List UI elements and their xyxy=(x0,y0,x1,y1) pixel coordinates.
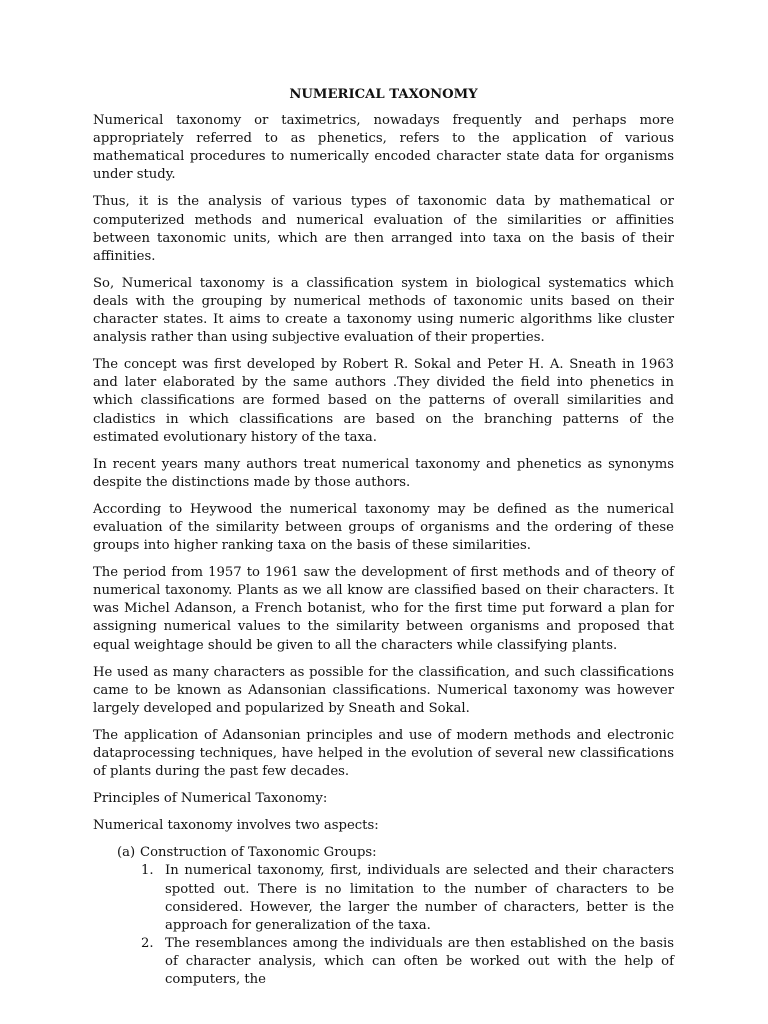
paragraph-7: The period from 1957 to 1961 saw the development of first methods and of theory of numerical taxonomy. Plants as we all know are classified based on their characters. It was Michel Adanson, a French botanist, who for the first time put forward a plan for assigning numerical values to the similarity between organisms and proposed that equal weightage should be given to all the characters while classifying plants. xyxy=(93,565,674,653)
step-text: In numerical taxonomy, first, individuals are selected and their characters spotted out. There is no limitation to the number of characters to be considered. However, the larger the number of characters, better is the approach for generalization of the taxa. xyxy=(165,863,674,933)
aspects-intro: Numerical taxonomy involves two aspects: xyxy=(93,818,379,834)
document-title: NUMERICAL TAXONOMY xyxy=(289,87,478,102)
paragraph-3: So, Numerical taxonomy is a classification system in biological systematics which deals with the grouping by numerical methods of taxonomic units based on their character states. It aims to create a taxonomy using numeric algorithms like cluster analysis rather than using subjective evaluation of their properties. xyxy=(93,275,674,346)
steps-list xyxy=(93,862,674,989)
paragraph-8: He used as many characters as possible for the classification, and such classifications came to be known as Adansonian classifications. Numerical taxonomy was however largely developed and popularized by Sneath and Sokal. xyxy=(93,664,674,716)
step-text: The resemblances among the individuals are then established on the basis of character analysis, which can often be worked out with the help of computers, the xyxy=(165,935,674,988)
paragraph-9: The application of Adansonian principles and use of modern methods and electronic dataprocessing techniques, have helped in the evolution of several new classifications of plants during the past few decades. xyxy=(93,727,674,780)
step-item-2 xyxy=(93,935,674,989)
paragraph-2: Thus, it is the analysis of various types of taxonomic data by mathematical or computerized methods and numerical evaluation of the similarities or affinities between taxonomic units, which are then arranged into taxa on the basis of their affinities. xyxy=(93,194,674,264)
document-page xyxy=(93,86,674,989)
aspect-label: Construction of Taxonomic Groups: xyxy=(140,845,377,861)
step-number: 2. xyxy=(141,935,154,951)
aspects-list xyxy=(93,844,674,862)
paragraph-5: In recent years many authors treat numerical taxonomy and phenetics as synonyms despite the distinctions made by those authors. xyxy=(93,456,674,490)
paragraph-1: Numerical taxonomy or taximetrics, nowadays frequently and perhaps more appropriately referred to as phenetics, refers to the application of various mathematical procedures to numerically encoded character state data for organisms under study. xyxy=(93,113,674,183)
step-item-1 xyxy=(93,862,674,934)
paragraph-6: According to Heywood the numerical taxonomy may be defined as the numerical evaluation of the similarity between groups of organisms and the ordering of these groups into higher ranking taxa on the basis of these similarities. xyxy=(93,501,674,554)
aspect-marker: (a) xyxy=(117,845,136,861)
principles-heading: Principles of Numerical Taxonomy: xyxy=(93,791,328,807)
aspect-item-a xyxy=(93,844,674,862)
paragraph-4: The concept was first developed by Robert R. Sokal and Peter H. A. Sneath in 1963 and later elaborated by the same authors .They divided the field into phenetics in which classifications are formed based on the patterns of overall similarities and cladistics in which classifications are based on the branching patterns of the estimated evolutionary history of the taxa. xyxy=(93,357,674,445)
step-number: 1. xyxy=(141,863,154,879)
